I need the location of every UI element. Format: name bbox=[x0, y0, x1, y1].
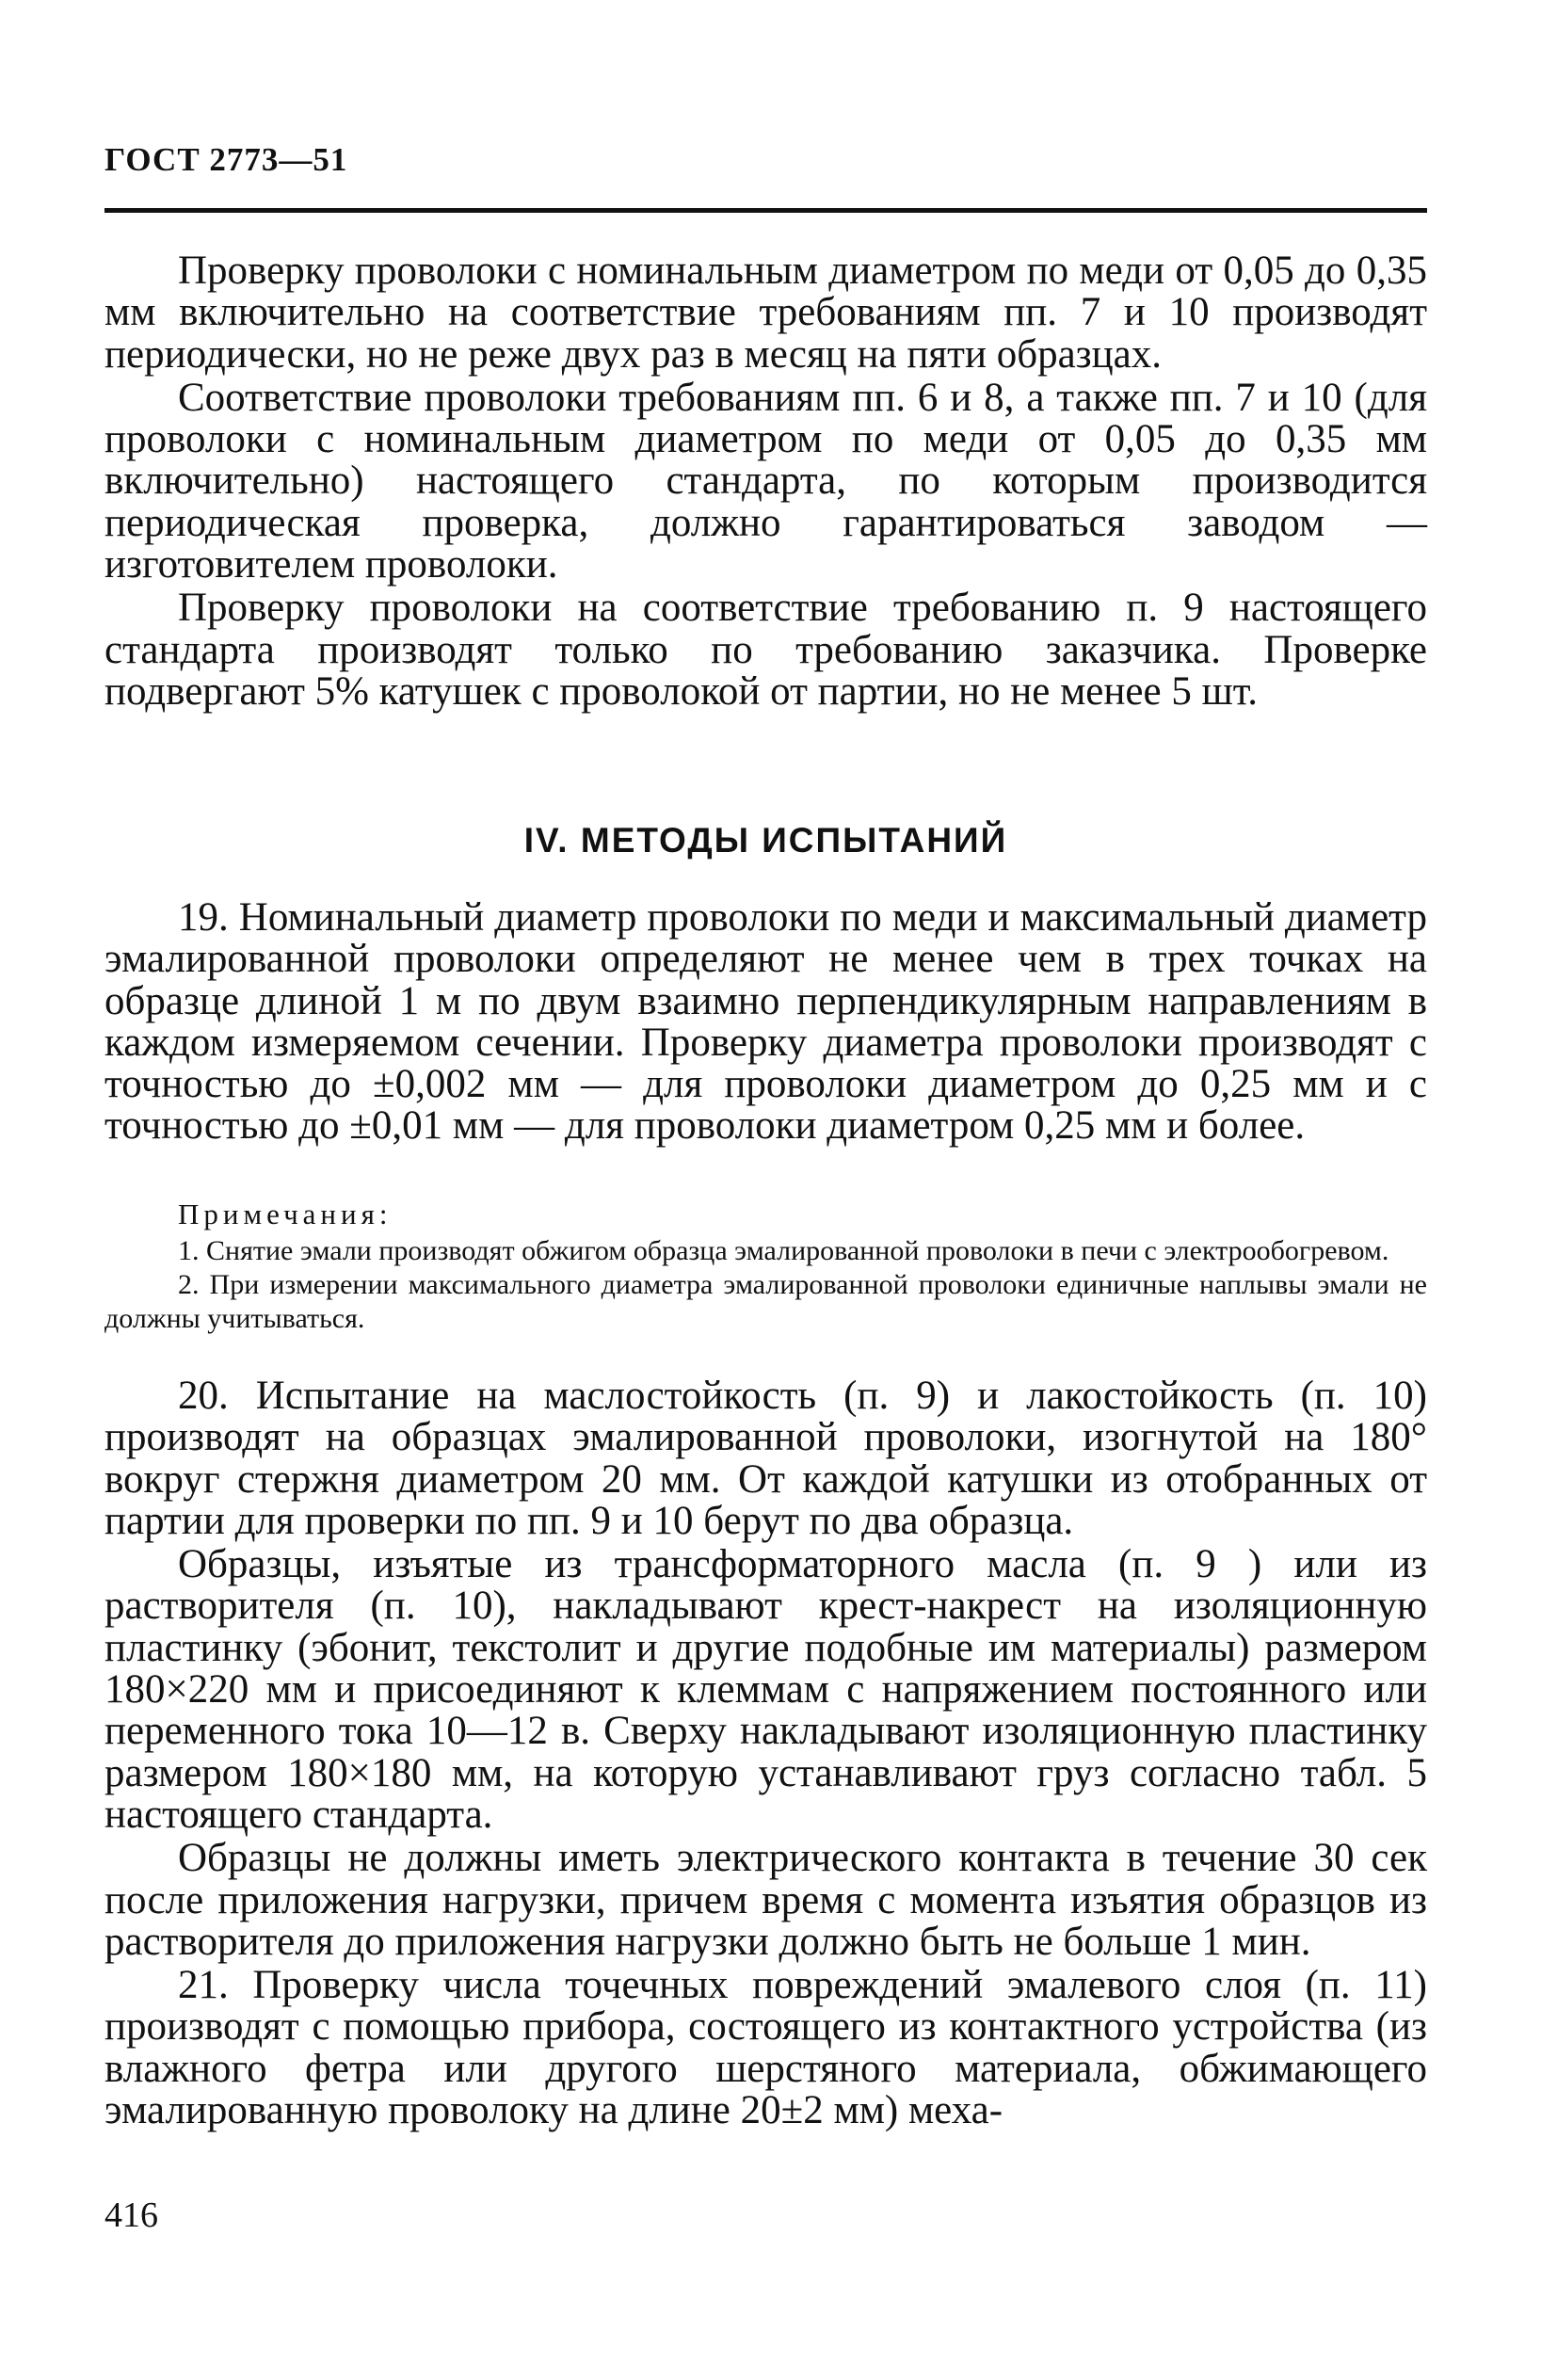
section-title: IV. МЕТОДЫ ИСПЫТАНИЙ bbox=[523, 821, 1008, 860]
paragraph: 20. Испытание на маслостойкость (п. 9) и лакостойкость (п. 10) производят на образцах эмалированной проволоки, изогнутой на 180° вокруг стержня диаметром 20 мм. От каждой катушки из отобранных от партии для проверки по пп. 9 и 10 берут по два образца. bbox=[104, 1374, 1427, 1543]
paragraph: Проверку проволоки с номинальным диаметром по меди от 0,05 до 0,35 мм включительно на соответствие требованиям пп. 7 и 10 производят периодически, но не реже двух раз в месяц на пяти образцах. bbox=[104, 249, 1427, 377]
text-block-2 bbox=[104, 897, 1427, 1148]
paragraph: Проверку проволоки на соответствие требованию п. 9 настоящего стандарта производят только по требованию заказчика. Проверке подвергают 5% катушек с проволокой от партии, но не менее 5 шт. bbox=[104, 586, 1427, 714]
paragraph: Образцы не должны иметь электрического контакта в течение 30 сек после приложения нагрузки, причем время с момента изъятия образцов из растворителя до приложения нагрузки должно быть не больше 1 мин. bbox=[104, 1836, 1427, 1964]
text-block-1 bbox=[104, 250, 1427, 713]
note-item: 2. При измерении максимального диаметра эмалированной проволоки единичные наплывы эмали не должны учитываться. bbox=[104, 1269, 1427, 1334]
notes-title: Примечания: bbox=[178, 1198, 393, 1230]
paragraph: 21. Проверку числа точечных повреждений эмалевого слоя (п. 11) производят с помощью прибора, состоящего из контактного устройства (из влажного фетра или другого шерстяного материала, обжимающего эмалированную проволоку на длине 20±2 мм) меха- bbox=[104, 1963, 1427, 2133]
paragraph: 19. Номинальный диаметр проволоки по меди и максимальный диаметр эмалированной проволоки определяют не менее чем в трех точках на образце длиной 1 м по двум взаимно перпендикулярным направлениям в каждом измеряемом сечении. Проверку диаметра проволоки производят с точностью до ±0,002 мм — для проволоки диаметром до 0,25 мм и с точностью до ±0,01 мм — для проволоки диаметром 0,25 мм и более. bbox=[104, 895, 1427, 1149]
page-number: 416 bbox=[104, 2195, 158, 2235]
text-block-3 bbox=[104, 1375, 1427, 2131]
header-rule bbox=[104, 208, 1427, 213]
document-header: ГОСТ 2773—51 bbox=[104, 141, 348, 178]
paragraph: Соответствие проволоки требованиям пп. 6 и 8, а также пп. 7 и 10 (для проволоки с номинальным диаметром по меди от 0,05 до 0,35 мм включительно) настоящего стандарта, по которым производится периодическая проверка, должно гарантироваться заводом — изготовителем проволоки. bbox=[104, 375, 1427, 587]
paragraph: Образцы, изъятые из трансформаторного масла (п. 9 ) или из растворителя (п. 10), накладывают крест-накрест на изоляционную пластинку (эбонит, текстолит и другие подобные им материалы) размером 180×220 мм и присоединяют к клеммам с напряжением постоянного или переменного тока 10—12 в. Сверху накладывают изоляционную пластинку размером 180×180 мм, на которую устанавливают груз согласно табл. 5 настоящего стандарта. bbox=[104, 1542, 1427, 1837]
notes-block bbox=[104, 1234, 1427, 1336]
note-item: 1. Снятие эмали производят обжигом образца эмалированной проволоки в печи с электрообогревом. bbox=[178, 1235, 1389, 1266]
